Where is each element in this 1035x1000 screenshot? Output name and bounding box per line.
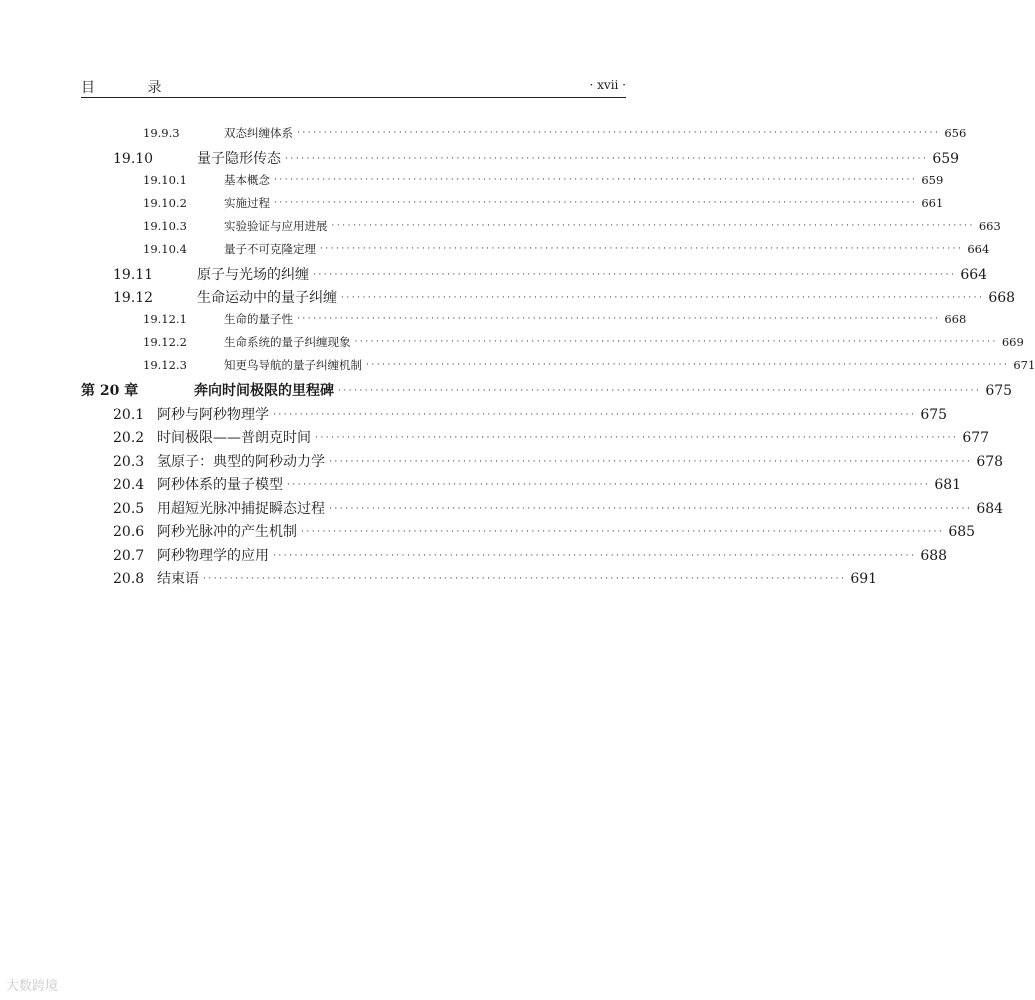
dot-leader: ························································································································ <box>297 313 941 324</box>
toc-entry <box>81 474 962 498</box>
toc-entry-page: 664 <box>960 266 988 283</box>
toc-entry <box>81 125 967 148</box>
dot-leader: ························································································································ <box>338 385 982 396</box>
toc-entry-number: 19.10.3 <box>143 218 187 233</box>
dot-leader: ························································································································ <box>301 527 945 537</box>
toc-entry-title: 基本概念 <box>224 172 270 187</box>
toc-entry-page: 684 <box>976 500 1004 517</box>
toc-entry-title: 实验验证与应用进展 <box>224 218 328 233</box>
toc-entry-page: 664 <box>967 241 990 256</box>
toc-entry-title: 阿秒体系的量子模型 <box>157 477 283 493</box>
dot-leader: ························································································································ <box>329 503 973 514</box>
watermark-logo: 大数跨境 <box>6 979 59 994</box>
toc-entry-title: 双态纠缠体系 <box>224 126 293 140</box>
toc-entry-number: 19.12 <box>113 290 154 306</box>
toc-entry-page: 678 <box>976 453 1004 470</box>
toc-entry <box>81 172 944 195</box>
toc-entry-title: 阿秒光脉冲的产生机制 <box>157 524 297 540</box>
dot-leader: ························································································································ <box>203 574 847 584</box>
toc-entry <box>81 334 1024 357</box>
toc-entry <box>81 357 1035 380</box>
dot-leader: ························································································································ <box>341 293 985 303</box>
dot-leader: ························································································································ <box>320 243 964 254</box>
toc-entry-number: 19.12.3 <box>143 357 187 372</box>
toc-entry-title: 生命运动中的量子纠缠 <box>197 290 337 306</box>
toc-entry-title: 时间极限——普朗克时间 <box>157 430 311 446</box>
toc-entry <box>81 195 944 218</box>
dot-leader: ························································································································ <box>315 433 959 443</box>
toc-entry-page: 659 <box>932 151 960 167</box>
toc-entry-page: 691 <box>850 571 878 587</box>
toc-entry <box>81 451 1004 475</box>
toc-entry-number: 20.5 <box>113 500 145 517</box>
dot-leader: ························································································································ <box>273 550 917 561</box>
toc-entry-page: 668 <box>944 311 967 326</box>
toc-entry-title: 结束语 <box>157 571 199 587</box>
toc-entry-number: 19.11 <box>113 266 154 283</box>
toc-entry-number: 19.12.2 <box>143 334 187 349</box>
toc-entry-title: 奔向时间极限的里程碑 <box>194 382 334 399</box>
toc-entry-page: 663 <box>978 218 1001 233</box>
toc-entry <box>81 218 1001 241</box>
toc-entry-title: 量子隐形传态 <box>197 151 281 167</box>
dot-leader: ························································································································ <box>273 409 917 420</box>
toc-entry <box>81 404 948 428</box>
toc-entry-number: 20.2 <box>113 430 145 446</box>
toc-entry-number: 19.10 <box>113 151 154 167</box>
toc-entry-page: 659 <box>921 172 944 187</box>
toc-entry-number: 19.10.4 <box>143 241 187 256</box>
toc-entry <box>81 545 948 569</box>
dot-leader: ························································································································ <box>366 359 1010 370</box>
toc-entry <box>81 311 967 334</box>
toc-entry <box>81 287 1016 311</box>
toc-entry <box>81 380 1013 404</box>
toc-entry-page: 685 <box>948 524 976 540</box>
toc-entry-title: 原子与光场的纠缠 <box>197 266 309 283</box>
toc-entry-page: 669 <box>1001 334 1024 349</box>
toc-entry-title: 知更鸟导航的量子纠缠机制 <box>224 357 362 372</box>
toc-entry <box>81 148 960 172</box>
dot-leader: ························································································································ <box>329 456 973 467</box>
toc-entry-page: 675 <box>920 406 948 423</box>
toc-entry-number: 20.6 <box>113 524 145 540</box>
toc-entry-page: 677 <box>962 430 990 446</box>
toc-entry-number: 20.1 <box>113 406 145 423</box>
toc-entry-title: 量子不可克隆定理 <box>224 241 316 256</box>
toc-entry-title: 阿秒物理学的应用 <box>157 547 269 564</box>
toc-entry-title: 阿秒与阿秒物理学 <box>157 406 269 423</box>
toc-entry-number: 20.4 <box>113 477 145 493</box>
toc-entry-page: 675 <box>985 382 1013 399</box>
header-title: 目 录 <box>81 80 186 96</box>
dot-leader: ························································································································ <box>274 174 918 185</box>
dot-leader: ························································································································ <box>287 480 931 490</box>
toc-entry-title: 实施过程 <box>224 195 270 210</box>
dot-leader: ························································································································ <box>354 336 998 347</box>
header-page-number: · xvii · <box>589 78 626 92</box>
toc-entry-number: 19.9.3 <box>143 126 180 140</box>
table-of-contents <box>81 125 1035 592</box>
dot-leader: ························································································································ <box>331 220 975 231</box>
toc-entry <box>81 264 988 288</box>
toc-entry-number: 20.8 <box>113 571 145 587</box>
dot-leader: ························································································································ <box>274 197 918 208</box>
toc-entry <box>81 427 990 451</box>
dot-leader: ························································································································ <box>285 154 929 164</box>
toc-entry-page: 668 <box>988 290 1016 306</box>
toc-entry-title: 生命的量子性 <box>224 311 293 326</box>
toc-entry-title: 生命系统的量子纠缠现象 <box>224 334 351 349</box>
toc-entry-page: 688 <box>920 547 948 564</box>
toc-entry-number: 20.3 <box>113 453 145 470</box>
toc-entry <box>81 241 990 264</box>
dot-leader: ························································································································ <box>297 128 941 138</box>
toc-entry-page: 661 <box>921 195 944 210</box>
toc-entry-page: 671 <box>1013 357 1035 372</box>
dot-leader: ························································································································ <box>313 269 957 280</box>
running-header <box>81 77 626 98</box>
toc-entry-number: 20.7 <box>113 547 145 564</box>
toc-entry <box>81 568 878 592</box>
toc-entry <box>81 498 1004 522</box>
toc-entry-title: 氢原子：典型的阿秒动力学 <box>157 453 325 470</box>
toc-entry-title: 用超短光脉冲捕捉瞬态过程 <box>157 500 325 517</box>
toc-entry-page: 656 <box>944 126 967 140</box>
toc-entry-number: 第 20 章 <box>81 382 139 399</box>
toc-entry-number: 19.12.1 <box>143 311 187 326</box>
toc-entry-page: 681 <box>934 477 962 493</box>
toc-entry-number: 19.10.1 <box>143 172 187 187</box>
toc-entry-number: 19.10.2 <box>143 195 187 210</box>
toc-entry <box>81 521 976 545</box>
